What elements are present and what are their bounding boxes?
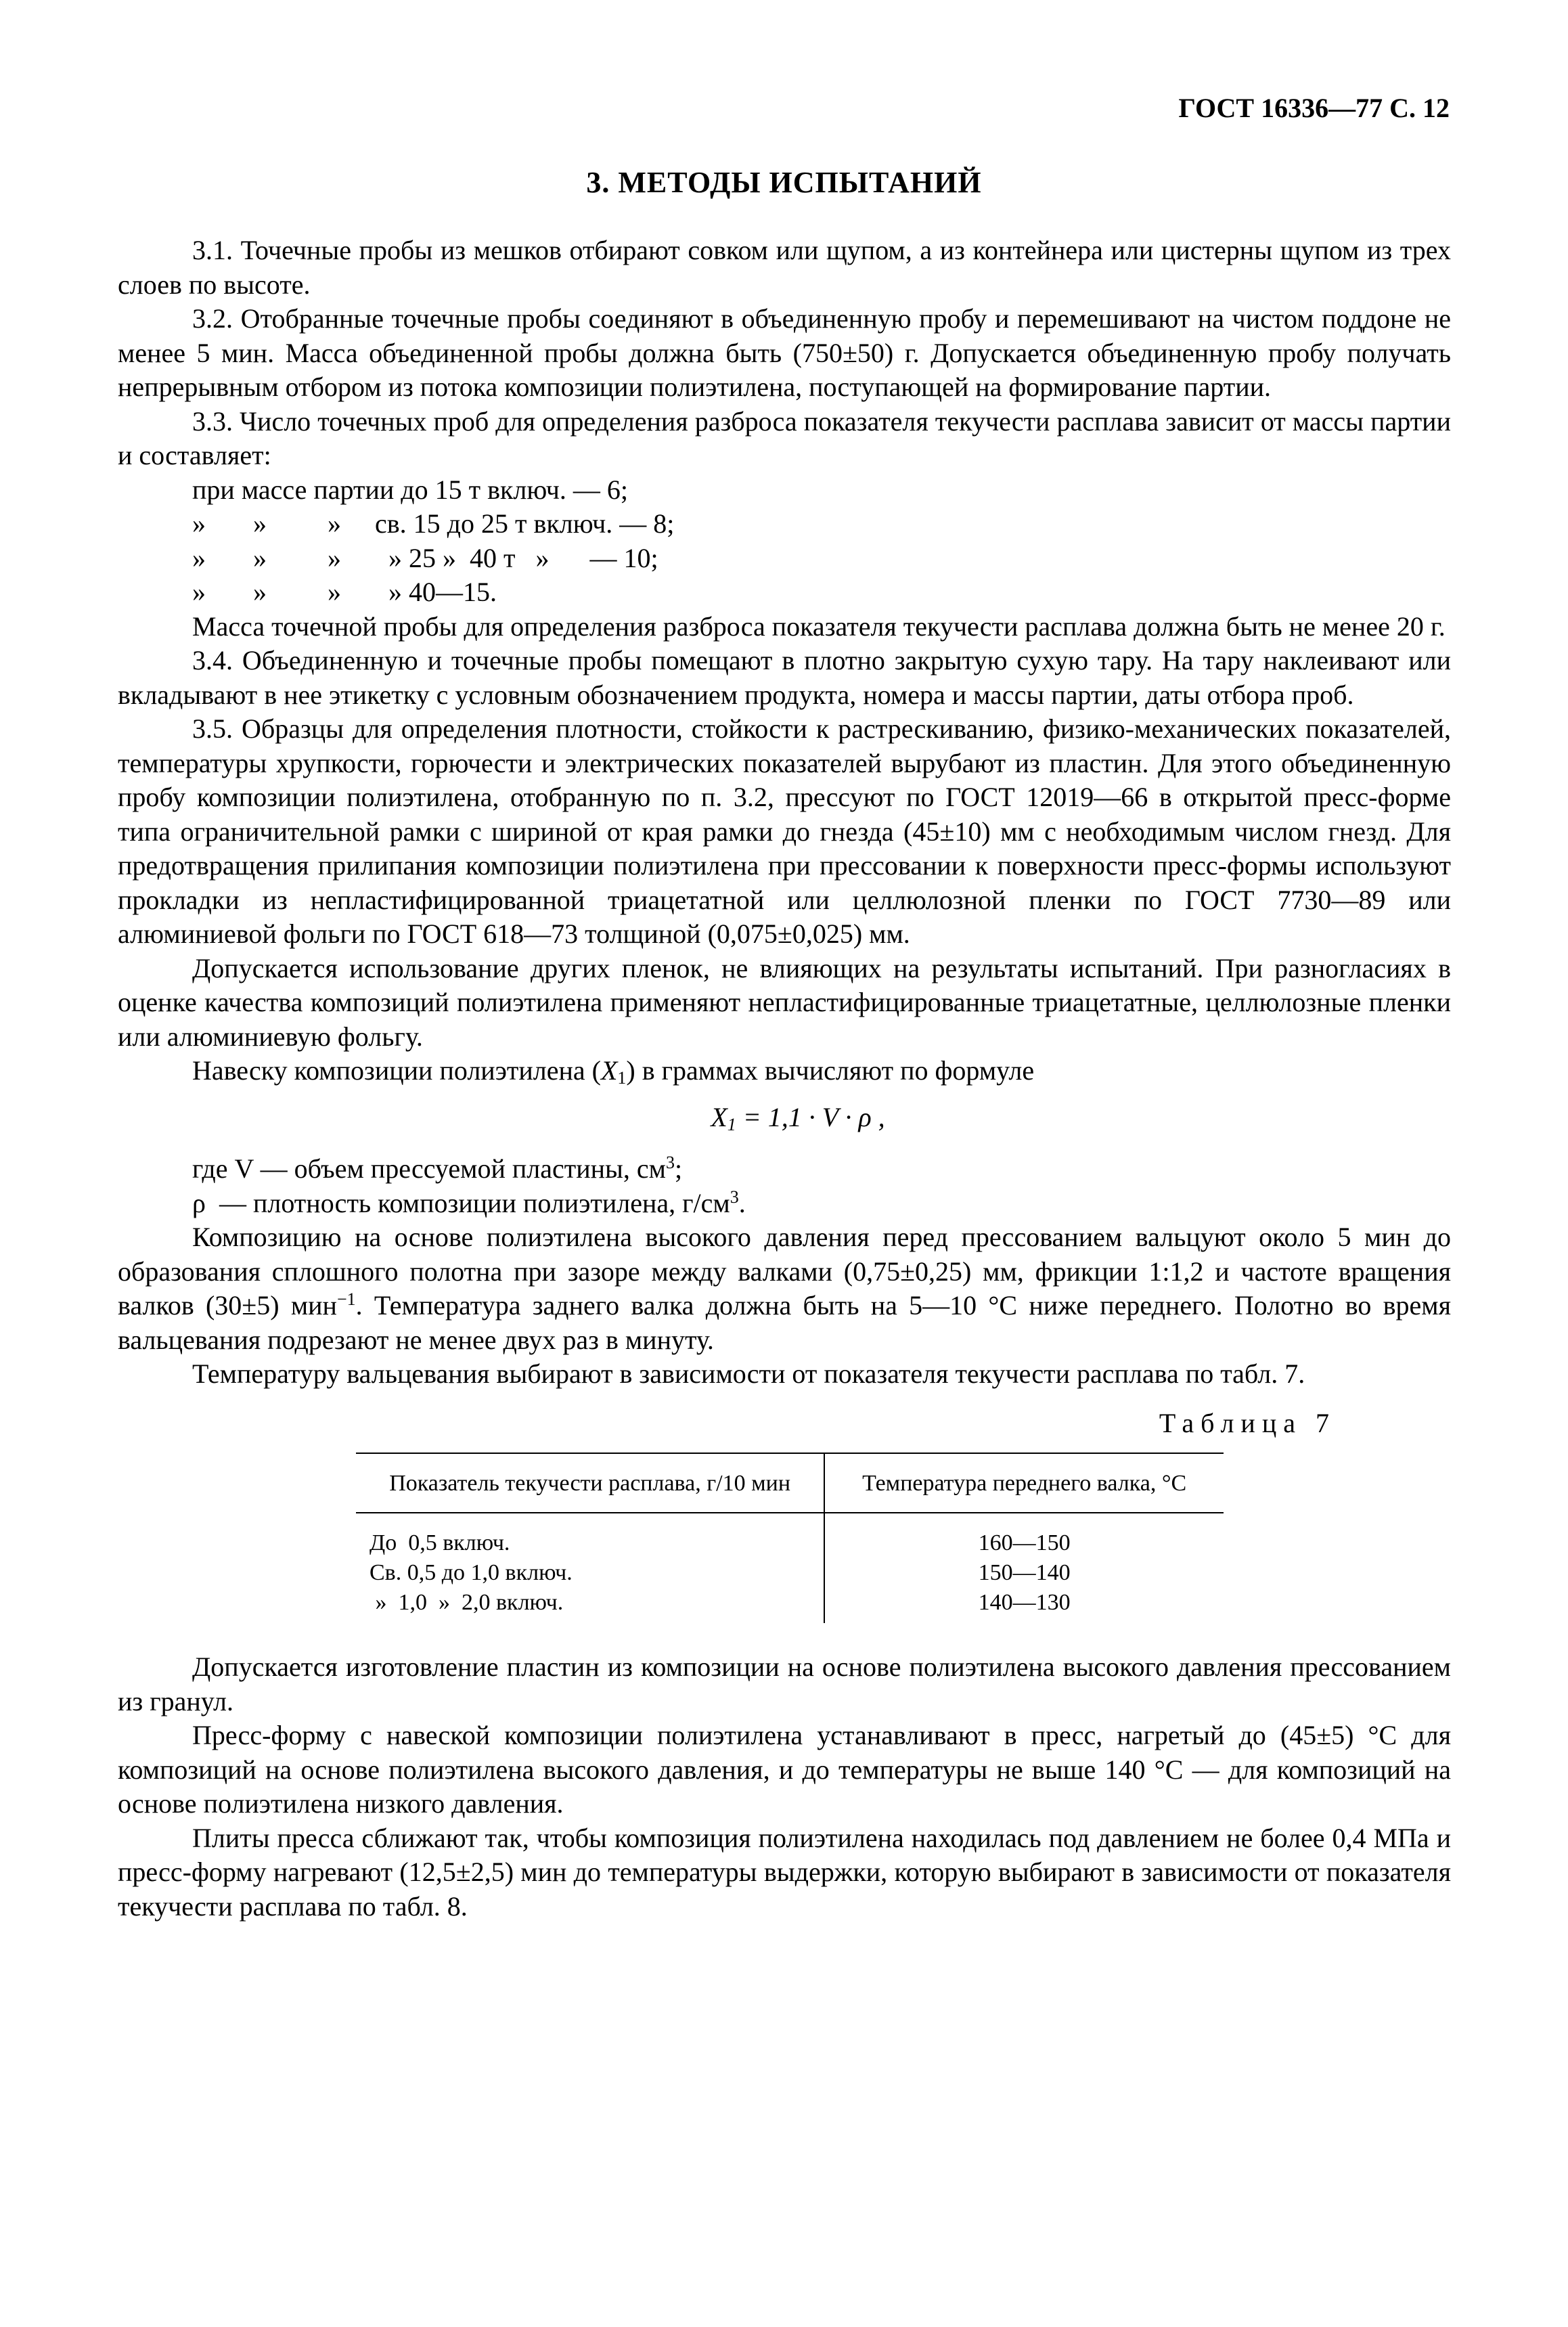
weigh-sub: 1 xyxy=(617,1068,627,1088)
paragraph-granules: Допускается изготовление пластин из композиции на основе полиэтилена высокого давления прессованием из гранул. xyxy=(118,1652,1451,1716)
table-7 xyxy=(356,1453,1224,1623)
paragraph-3-4: 3.4. Объединенную и точечные пробы помещают в плотно закрытую сухую тару. На тару наклеивают или вкладывают в нее этикетку с условным обозначением продукта, номера и массы партии, даты отбора проб. xyxy=(118,645,1451,710)
formula-lhs: X xyxy=(711,1101,727,1132)
paragraph-3-1: 3.1. Точечные пробы из мешков отбирают совком или щупом, а из контейнера или цистерны щупом из трех слоев по высоте. xyxy=(118,235,1451,300)
paragraph-press-form: Пресс-форму с навеской композиции полиэтилена устанавливают в пресс, нагретый до (45±5) °С для композиций на основе полиэтилена высокого давления, и до температуры не выше 140 °С — для композиций на основе полиэтилена низкого давления. xyxy=(118,1720,1451,1819)
table-cell: До 0,5 включ. xyxy=(369,1530,510,1555)
document-body xyxy=(118,234,1451,1924)
where-line-2 xyxy=(118,1187,1451,1221)
paragraph-3-5: 3.5. Образцы для определения плотности, стойкости к растрескиванию, физико-механических показателей, температуры хрупкости, горючести и электрических показателей вырубают из пластин. Для этого объединенную пробу композиции полиэтилена, отобранную по п. 3.2, прессуют по ГОСТ 12019—66 в открытой пресс-форме типа ограничительной рамки с шириной от края рамки до гнезда (45±10) мм с необходимым числом гнезд. Для предотвращения прилипания композиции полиэтилена при прессовании к поверхности пресс-формы используют прокладки из непластифицированной триацетатной или целлюлозной пленки по ГОСТ 7730—89 или алюминиевой фольги по ГОСТ 618—73 толщиной (0,075±0,025) мм. xyxy=(118,713,1451,949)
table-header-melt-index: Показатель текучести расплава, г/10 мин xyxy=(356,1453,824,1513)
where-1-text: где V — объем прессуемой пластины, см xyxy=(192,1153,666,1184)
table-cell: » 1,0 » 2,0 включ. xyxy=(369,1590,564,1615)
where-1-sup: 3 xyxy=(665,1153,675,1172)
formula xyxy=(118,1101,1451,1135)
list-item: » » » св. 15 до 25 т включ. — 8; xyxy=(192,508,675,539)
paragraph-rolling xyxy=(118,1220,1451,1357)
list-item: » » » » 25 » 40 т » — 10; xyxy=(192,542,658,573)
rolling-text-b: . Температура заднего валка должна быть на 5—10 °С ниже переднего. Полотно во время вальцевания подрезают не менее двух раз в минуту. xyxy=(118,1290,1451,1355)
where-1-end: ; xyxy=(674,1153,683,1184)
where-2-end: . xyxy=(738,1187,746,1218)
list-item: » » » » 40—15. xyxy=(192,577,497,607)
weigh-var: X xyxy=(600,1055,618,1086)
where-2-sup: 3 xyxy=(730,1187,739,1207)
section-title: 3. МЕТОДЫ ИСПЫТАНИЙ xyxy=(586,166,982,199)
paragraph-press-plates: Плиты пресса сближают так, чтобы композиция полиэтилена находилась под давлением не более 0,4 МПа и пресс-форму нагревают (12,5±2,5) мин до температуры выдержки, которую выбирают в зависимости от показателя текучести расплава по табл. 8. xyxy=(118,1822,1451,1922)
table-column-roll-temp xyxy=(824,1513,1224,1623)
rolling-sup: −1 xyxy=(336,1289,356,1309)
table-header-roll-temp: Температура переднего валка, °С xyxy=(824,1453,1224,1513)
paragraph-weigh xyxy=(118,1054,1451,1088)
rolling-text-a: Композицию на основе полиэтилена высокого давления перед прессованием вальцуют около 5 мин до образования сплошного полотна при зазоре между валками (0,75±0,25) мм, фрикции 1:1,2 и частоте вращения валков (30±5) мин xyxy=(118,1222,1451,1321)
paragraph-temperature: Температуру вальцевания выбирают в зависимости от показателя текучести расплава по табл. 7. xyxy=(192,1358,1305,1389)
paragraph-3-3-mass: Масса точечной пробы для определения разброса показателя текучести расплава должна быть не менее 20 г. xyxy=(192,611,1446,642)
table-7-caption: Таблица 7 xyxy=(1159,1407,1336,1438)
weigh-text-a: Навеску композиции полиэтилена ( xyxy=(192,1055,601,1086)
document-header: ГОСТ 16336—77 С. 12 xyxy=(1178,93,1450,123)
paragraph-3-3: 3.3. Число точечных проб для определения разброса показателя текучести расплава зависит от массы партии и составляет: xyxy=(118,405,1451,470)
weigh-text-b: ) в граммах вычисляют по формуле xyxy=(626,1055,1035,1086)
list-item: при массе партии до 15 т включ. — 6; xyxy=(192,474,628,505)
table-cell: 150—140 xyxy=(978,1560,1071,1585)
paragraph-allowance: Допускается использование других пленок, не влияющих на результаты испытаний. При разногласиях в оценке качества композиций полиэтилена применяют непластифицированные триацетатные, целлюлозные пленки или алюминиевую фольгу. xyxy=(118,952,1451,1052)
where-2-text: ρ — плотность композиции полиэтилена, г/см xyxy=(192,1187,730,1218)
paragraph-3-2: 3.2. Отобранные точечные пробы соединяют в объединенную пробу и перемешивают на чистом поддоне не менее 5 мин. Масса объединенной пробы должна быть (750±50) г. Допускается объединенную пробу получать непрерывным отбором из потока композиции полиэтилена, поступающей на формирование партии. xyxy=(118,303,1451,402)
table-column-melt-index xyxy=(356,1513,824,1623)
table-cell: 160—150 xyxy=(978,1530,1071,1555)
formula-sub: 1 xyxy=(727,1114,736,1134)
table-cell: Св. 0,5 до 1,0 включ. xyxy=(369,1560,573,1585)
formula-rhs: = 1,1 · V · ρ , xyxy=(736,1101,885,1132)
where-line-1 xyxy=(118,1152,1451,1187)
table-cell: 140—130 xyxy=(978,1590,1071,1615)
